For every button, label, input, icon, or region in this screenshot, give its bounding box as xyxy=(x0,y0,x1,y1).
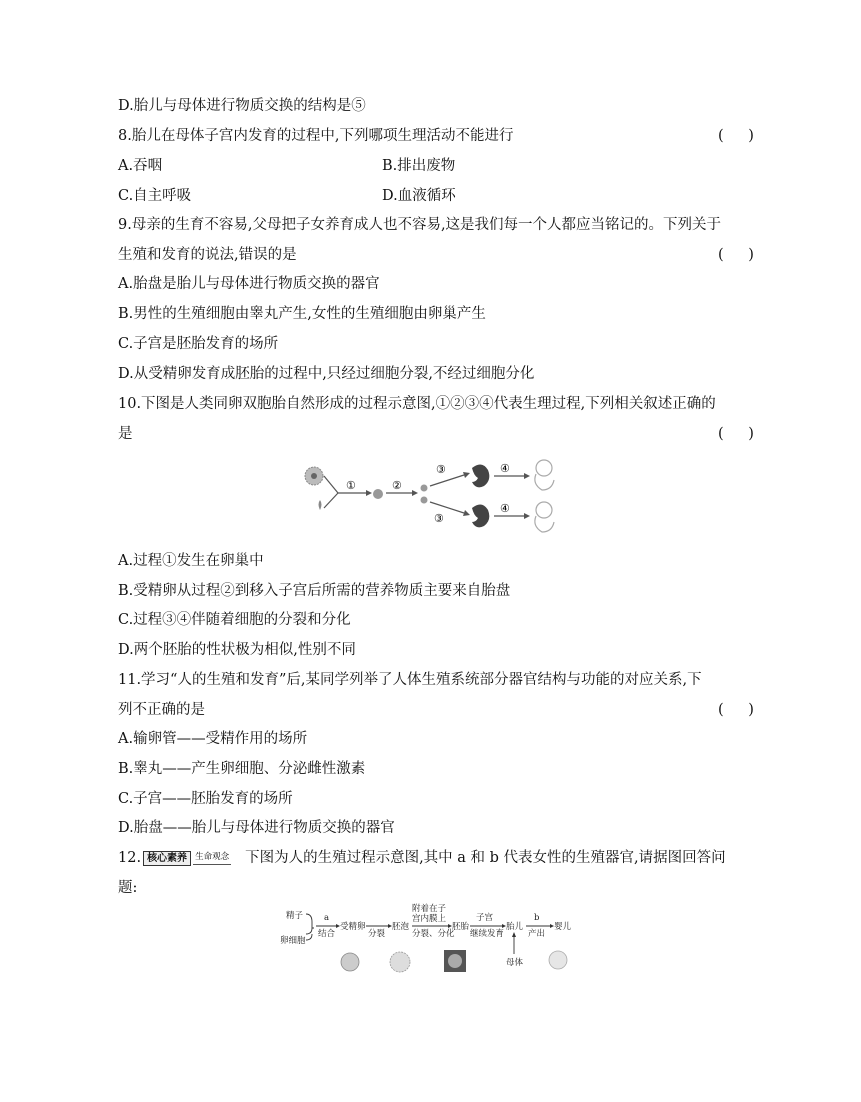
split-cell-bottom-icon xyxy=(421,497,428,504)
fetus-label: 胎儿 xyxy=(506,922,524,932)
process-1-label: ① xyxy=(346,479,356,492)
attach-label-1: 附着在子 xyxy=(412,904,447,914)
q12-stem-line1 xyxy=(118,848,726,868)
twins-process-figure xyxy=(300,458,565,540)
zygote-label: 受精卵 xyxy=(340,922,366,932)
q8-option-b: B.排出废物 xyxy=(382,158,456,174)
reproduction-process-figure xyxy=(270,902,585,980)
combine-label: 结合 xyxy=(318,929,336,939)
q10-option-d: D.两个胚胎的性状极为相似,性别不同 xyxy=(118,642,356,658)
uterus-label: 子宫 xyxy=(476,913,494,923)
core-literacy-badge: 核心素养 xyxy=(143,851,191,866)
q9-stem-line2: 生殖和发育的说法,错误的是 xyxy=(118,247,297,263)
q11-stem-line2: 列不正确的是 xyxy=(118,702,205,718)
q10-option-a: A.过程①发生在卵巢中 xyxy=(118,553,264,569)
q11-option-d: D.胎盘——胎儿与母体进行物质交换的器官 xyxy=(118,820,395,836)
q12-stem-text: 下图为人的生殖过程示意图,其中 a 和 b 代表女性的生殖器官,请据图回答问 xyxy=(245,850,726,866)
attach-label-2: 宫内膜上 xyxy=(412,914,447,924)
fetus-top-icon xyxy=(535,460,554,490)
process-3-top-label: ③ xyxy=(436,463,446,476)
process-3-bottom-label: ③ xyxy=(434,512,444,525)
q8-answer-paren: ( ) xyxy=(718,128,764,144)
delivery-label: 产出 xyxy=(528,929,546,939)
fetus-bottom-icon xyxy=(535,502,554,532)
q11-answer-paren: ( ) xyxy=(718,702,764,718)
q9-stem-line1: 9.母亲的生育不容易,父母把子女养育成人也不容易,这是我们每一个人都应当铭记的。下列关于 xyxy=(118,217,722,233)
q8-stem: 8.胎儿在母体子宫内发育的过程中,下列哪项生理活动不能进行 xyxy=(118,128,514,144)
q12-stem-line2: 题: xyxy=(118,880,138,896)
sperm-icon xyxy=(319,500,322,510)
q8-option-d: D.血液循环 xyxy=(382,188,456,204)
fertilized-egg-image xyxy=(341,953,359,971)
sperm-label: 精子 xyxy=(286,911,304,921)
a-label: a xyxy=(324,913,330,923)
life-concept-badge: 生命观念 xyxy=(193,851,231,865)
q8-option-a: A.吞咽 xyxy=(118,158,163,174)
q11-stem-line1: 11.学习“人的生殖和发育”后,某同学列举了人体生殖系统部分器官结构与功能的对应关系,下 xyxy=(118,672,702,688)
process-4-bottom-label: ④ xyxy=(500,502,510,515)
q9-option-d: D.从受精卵发育成胚胎的过程中,只经过细胞分裂,不经过细胞分化 xyxy=(118,366,535,382)
baby-label: 婴儿 xyxy=(554,922,572,932)
process-2-label: ② xyxy=(392,479,402,492)
baby-image xyxy=(549,951,567,969)
process-4-top-label: ④ xyxy=(500,462,510,475)
q11-option-b: B.睾丸——产生卵细胞、分泌雌性激素 xyxy=(118,761,366,777)
q11-option-c: C.子宫——胚胎发育的场所 xyxy=(118,791,293,807)
zygote-icon xyxy=(373,489,383,499)
q10-option-c: C.过程③④伴随着细胞的分裂和分化 xyxy=(118,612,351,628)
embryo-top-icon xyxy=(472,464,489,487)
embryo-label: 胚胎 xyxy=(452,922,470,932)
q8-option-c: C.自主呼吸 xyxy=(118,188,192,204)
q9-option-c: C.子宫是胚胎发育的场所 xyxy=(118,336,279,352)
divide-differentiate-label: 分裂、分化 xyxy=(412,929,455,939)
q11-option-a: A.输卵管——受精作用的场所 xyxy=(118,731,308,747)
split-cell-top-icon xyxy=(421,485,428,492)
q9-option-b: B.男性的生殖细胞由睾丸产生,女性的生殖细胞由卵巢产生 xyxy=(118,306,486,322)
mother-label: 母体 xyxy=(506,958,524,968)
q10-option-b: B.受精卵从过程②到移入子宫后所需的营养物质主要来自胎盘 xyxy=(118,583,511,599)
q10-answer-paren: ( ) xyxy=(718,426,764,442)
continue-develop-label: 继续发育 xyxy=(470,929,505,939)
divide-label: 分裂 xyxy=(368,929,386,939)
q12-number: 12. xyxy=(118,850,142,866)
embryo-bottom-icon xyxy=(472,504,489,527)
q9-answer-paren: ( ) xyxy=(718,247,764,263)
q9-option-a: A.胎盘是胎儿与母体进行物质交换的器官 xyxy=(118,276,380,292)
q10-stem-line2: 是 xyxy=(118,426,133,442)
egg-cell-label: 卵细胞 xyxy=(280,936,306,946)
blastocyst-image xyxy=(390,952,410,972)
q10-stem-line1: 10.下图是人类同卵双胞胎自然形成的过程示意图,①②③④代表生理过程,下列相关叙述正确的 xyxy=(118,396,716,412)
blastocyst-label: 胚泡 xyxy=(392,922,410,932)
b-label: b xyxy=(534,913,540,923)
q7-option-d: D.胎儿与母体进行物质交换的结构是⑤ xyxy=(118,98,366,114)
